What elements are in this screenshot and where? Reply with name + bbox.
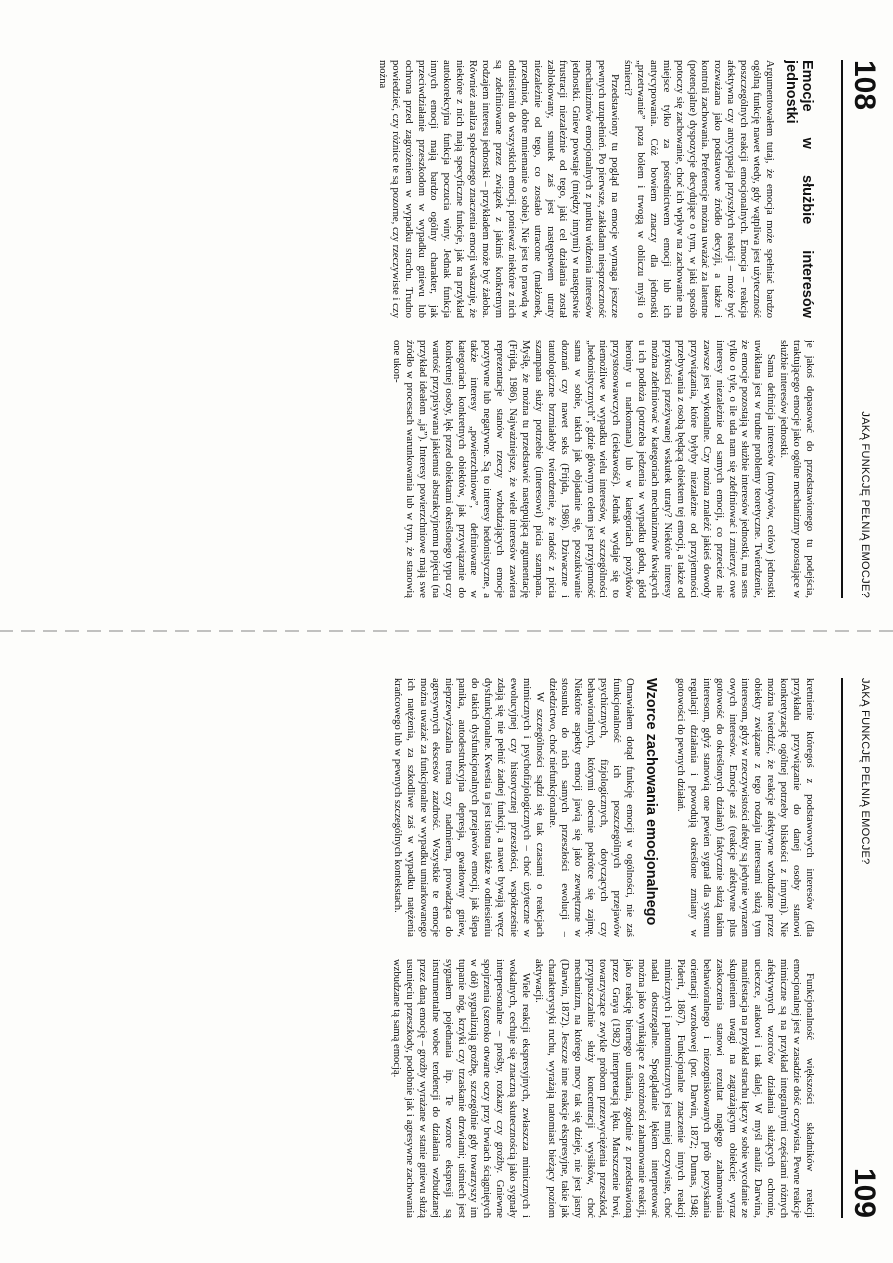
section-heading: Emocje w służbie interesów jednostki <box>783 60 815 318</box>
paragraph: W szczególności sądzi się tak czasami o reakcjach mimicznych i psychofizjologicznych – choć użyteczne w ewolucyjnej czy historycznej przeszłości, współcześnie zdają się nie pełnić żadnej funkcji, a nawet bywają wręcz dysfunkcjonalne. Kwestia ta jest istotna także w odniesieniu do takich dysfunkcjonalnych przejawów emocji, jak ślepa panika, autodestrukcyjna depresja, gwałtowny gniew, nieprzewyższalna trema czy nadmierna, prowadząca do agresywnych ekscesów zazdrość. Wszystkie te emocje można uważać za funkcjonalne w wypadku umiarkowanego ich natężenia, za szkodliwe zaś w wypadku natężenia krańcowego lub w pewnych szczególnych kontekstach. <box>391 678 545 937</box>
paragraph: Przedstawiony tu pogląd na emocje wymaga jeszcze pewnych uzupełnień. Po pierwsze, zakładam niesprzeczność mechanizmów emocjonalnych z punktu widzenia interesów jednostki. Gniew powstaje (między innymi) w następstwie frustracji niezależnie od tego, jaki cel działania został zablokowany, smutek zaś jest następstwem utraty niezależnie od tego, co zostało utracone (małżonek, przedmiot, dobre mniemanie o sobie). Nie jest to prawdą w odniesieniu do wszystkich emocji, ponieważ niektóre z nich są zdefiniowane przez związek z jakimś konkretnym rodzajem interesu jednostki – przykładem może być żałoba. Również analiza społecznego znaczenia emocji wskazuje, że niektóre z nich mają specyficzne funkcje, jak na przykład autokorekcyjna funkcja poczucia winy. Jednak funkcja innych emocji mają bardzo ogólny charakter, jak przeciwdziałanie przeszkodom w wypadku gniewu lub ochrona przed zagrożeniem w wypadku strachu. Trudno powiedzieć, czy różnice te są pozorne, czy rzeczywiste i czy można <box>376 60 621 318</box>
paragraph: Omawiałem dotąd funkcję emocji w ogólności, nie zaś funkcjonalność ich poszczególnych przejawów psychicznych, fizjologicznych, dotyczących czy behawioralnych, którymi obecnie pokrótce się zajmę. Niektóre aspekty emocji jawią się jako zewnętrzne w stosunku do nich samych przeszłości ewolucji – dziedzictwo, choć niefunkcjonalne. <box>546 678 636 937</box>
text-column-1 <box>20 678 815 937</box>
running-head: JAKĄ FUNKCJĘ PEŁNIĄ EMOCJE? <box>859 411 871 598</box>
page-number: 109 <box>848 1167 881 1218</box>
text-columns <box>20 60 815 598</box>
text-column-2 <box>20 340 815 598</box>
paragraph: Argumentowałem tutaj, że emocja może spełniać bardzo ogólną funkcję nawet wtedy, gdy wątpliwa jest użyteczność poszczególnych reakcji emocjonalnych. Emocja – reakcja afektywna czy antycypacja przyszłych reakcji – może być rozważana jako podstawowe źródło decyzji, a także i kontroli zachowania. Preferencje można uważać za latentne (potencjalne) dyspozycje decydujące o tym, w jaki sposób potoczy się zachowanie, choć ich wpływ na zachowanie ma miejsce tylko za pośrednictwem emocji lub ich antycypowania. Cóż bowiem znaczy dla jednostki „przetrwanie” poza bólem i trwogą w obliczu myśli o śmierci? <box>622 60 775 318</box>
left-page <box>0 20 893 620</box>
page-number: 108 <box>848 60 881 111</box>
paragraph: Funkcjonalność większości składników reakcji emocjonalnej jest w zasadzie dość oczywista. Pewne reakcje mimiczne są na przykład integralnymi częściami różnych afektywnych wzorców działania służących ochronie, ucieczce, atakowi i tak dalej. W myśl analiz Darwina, manifestacja na przykład strachu łączy w sobie wycofanie ze skupieniem uwagi na zagrażającym obiekcie; wyraz zaskoczenia stanowi rezultat nagłego zahamowania behawioralnego i niezogniskowanych prób pozyskania orientacji wzrokowej (por. Darwin, 1872; Dumas, 1948; Piderit, 1867). Funkcjonalne znaczenie innych reakcji mimicznych i pantomimicznych jest mniej oczywiste, choć nadal dostrzegalne. Spoglądanie lękiem interpretować można jako wynikające z ostrożności zahamowanie reakcji, jako reakcję biernego unikania, zgodnie z przedstawioną przez Graya (1982) interpretacją lęku. Marszczenie brwi, towarzyszące zwykle próbom przezwyciężenia przeszkód, przypuszczalnie służy koncentracji wysiłków, choć mechanizm, na którego mocy tak się dzieje, nie jest jasny (Darwin, 1872). Jeszcze inne reakcje ekspresyjne, takie jak charakterystyki ruchu, wyrażają natomiast bieżący poziom aktywacji. <box>532 959 815 1218</box>
header-rule <box>841 678 843 1218</box>
section-heading: Wzorce zachowania emocjonalnego <box>643 678 660 926</box>
running-head: JAKĄ FUNKCJĘ PEŁNIĄ EMOCJE? <box>859 678 871 865</box>
header-rule <box>841 60 843 598</box>
paragraph: kretnienie któregoś z podstawowych interesów (dla przykładu przywiązanie do danej osoby stanowi konkretyzację ogólnej potrzeby bliskości z innymi). Nie można twierdzić, że reakcje afektywne wzbudzane przez obiekty związane z tego rodzaju interesami służą tym interesom, gdyż w rzeczywistości afekty są jedynie wyrazem owych interesów. Emocje zaś (reakcje afektywne plus gotowość do określonych działań) faktycznie służą takim interesom, gdyż stanowią one pewien sygnał dla systemu regulacji działania i powodują określone zmiany w gotowości do pewnych działań. <box>674 678 815 937</box>
page-gutter <box>0 630 893 632</box>
paragraph: Sama definicja interesów (motywów, celów) jednostki uwikłana jest w trudne problemy teoretyczne. Twierdzenie, że emocje pozostają w służbie interesów jednostki, ma sens tylko o tyle, o ile uda nam się zdefiniować i zmierzyć owe interesy niezależnie od samych emocji, co przecież nie zawsze jest wykonalne. Czy można znaleźć jakieś dowody przywiązania, które byłyby niezależne od przyjemności przebywania z osobą będącą obiektem tej emocji, a także od przykrości przeżywanej wskutek utraty? Niektóre interesy można zdefiniować w kategoriach mechanizmów tkwiących u ich podłoża (potrzeba jedzenia w wypadku głodu, głód heroiny u narkomana) lub w kategoriach pożytków przystosowawczych (ciekawość). Jednak wydaje się to niemożliwe w wypadku wielu interesów, w szczególności „hedonistycznych”, gdzie głównym celem jest przyjemność sama w sobie, takich jak objadanie się, poszukiwanie doznań czy nawet seks (Frijda, 1986). Dziwaczne i tautologiczne brzmiałoby twierdzenie, że radość z picia szampana służy potrzebie (interesowi) picia szampana. Myślę, że można tu przedstawić następującą argumentację (Frijda, 1986). Najważniejsze, że wiele interesów zawiera reprezentacje stanów rzeczy wzbudzających emocje pozytywne lub negatywne. Są to interesy hedonistyczne, a także interesy „powierzchniowe”, definiowane w kategoriach konkretnych obiektów, jak przywiązanie do konkretnej osoby, lęk przed obiektami określonego typu czy wartość przypisywana jakiemuś abstrakcyjnemu pojęciu (na przykład ideałom „ja”). Interesy powierzchniowe mają swe źródło w procesach warunkowania lub w tym, że stanowią one ukon- <box>391 340 777 598</box>
text-column-2 <box>20 959 815 1218</box>
paragraph: Wiele reakcji ekspresyjnych, zwłaszcza mimicznych i wokalnych, cechuje się znaczną skutecznością jako sygnały interpersonalne – prośby, rozkazy czy groźby. Gniewne spojrzenia (szeroko otwarte oczy przy brwiach ściągniętych w dół) sygnalizują groźbę, szczególnie gdy towarzyszy im tupanie nóg, krzyki czy trzaskanie drzwiami; uśmiech jest sygnałem pojednania itp. Te wzorce ekspresji są instrumentalne wobec tendencji do działania wzbudzanej przez daną emocję – groźby wyrażane w stanie gniewu służą usunięciu przeszkody, podobnie jak i agresywne zachowania wzbudzane tą samą emocją. <box>391 959 532 1218</box>
text-columns <box>20 678 815 1218</box>
text-column-1 <box>20 60 815 318</box>
right-page <box>0 650 893 1250</box>
paragraph: je jakoś dopasować do przedstawionego tu podejścia, traktującego emocje jako ogólne mechanizmy pozostające w służbie interesów jednostki. <box>778 340 815 598</box>
